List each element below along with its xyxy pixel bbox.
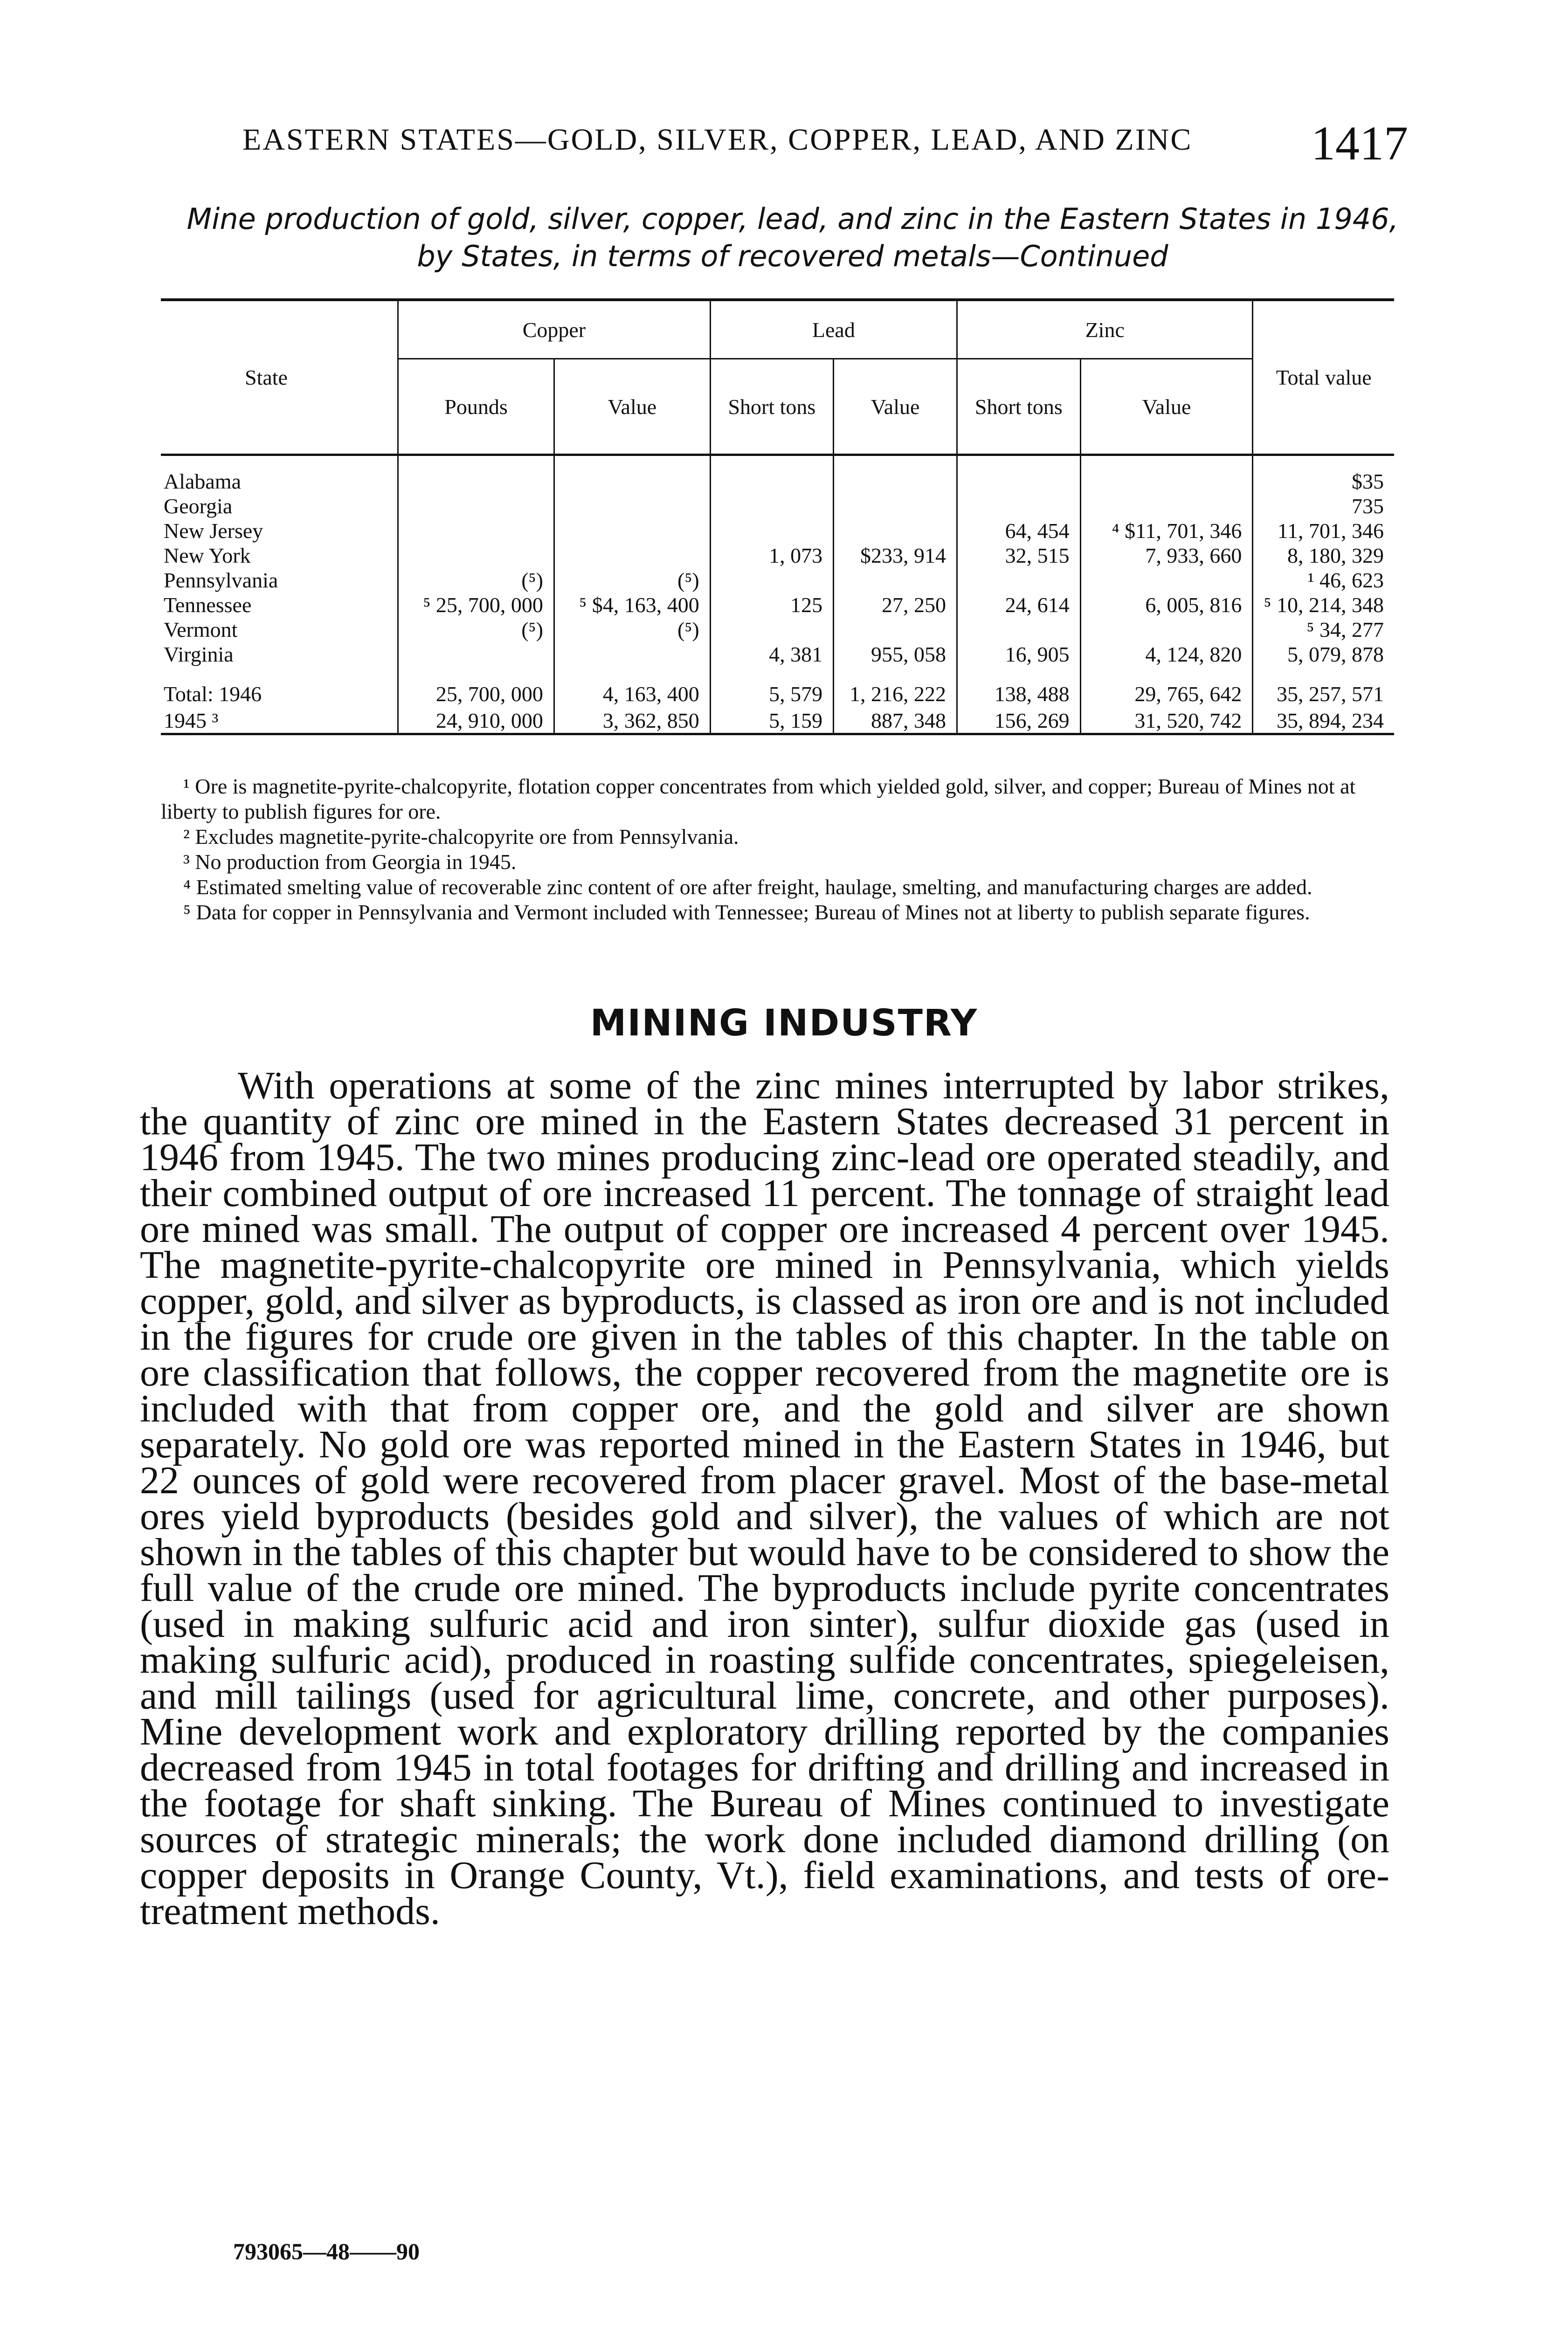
cell-zn-tons: 24, 614 [957,593,1081,617]
running-head [242,117,1408,170]
cell-cu-val: 4, 163, 400 [554,680,710,706]
cell-pb-val: 887, 348 [834,706,957,734]
footnote: ³ No production from Georgia in 1945. [183,850,517,874]
cell-zn-val: 29, 765, 642 [1080,680,1253,706]
table-row [161,593,1394,617]
cell-cu-lbs [398,518,554,543]
header-zinc-short-tons: Short tons [957,359,1081,455]
cell-total: 8, 180, 329 [1253,543,1394,568]
cell-pb-val [834,518,957,543]
cell-state: Vermont [164,618,238,641]
cell-pb-val: 955, 058 [834,642,957,667]
header-lead-short-tons: Short tons [710,359,833,455]
table-row [161,469,1394,494]
cell-cu-lbs: 24, 910, 000 [398,706,554,734]
table-row [161,642,1394,667]
cell-cu-lbs [398,642,554,667]
table-row [161,617,1394,642]
cell-pb-val [834,469,957,494]
cell-cu-lbs [398,469,554,494]
cell-total: 35, 894, 234 [1253,706,1394,734]
header-lead-value: Value [834,359,957,455]
cell-cu-val: (⁵) [554,617,710,642]
header-zinc-value: Value [1080,359,1253,455]
header-zinc: Zinc [957,300,1253,359]
cell-pb-val: 1, 216, 222 [834,680,957,706]
header-copper-pounds: Pounds [398,359,554,455]
page-number: 1417 [1311,117,1408,170]
production-table [161,298,1394,735]
cell-state: Georgia [164,494,233,518]
cell-pb-tons [710,617,833,642]
cell-state: New Jersey [164,519,263,543]
cell-zn-val: 4, 124, 820 [1080,642,1253,667]
cell-total: 5, 079, 878 [1253,642,1394,667]
cell-cu-val [554,518,710,543]
header-state: State [161,300,398,455]
cell-cu-lbs: 25, 700, 000 [398,680,554,706]
header-lead: Lead [710,300,957,359]
cell-zn-val [1080,617,1253,642]
cell-cu-lbs [398,543,554,568]
cell-zn-val: ⁴ $11, 701, 346 [1080,518,1253,543]
cell-pb-tons [710,494,833,518]
cell-state: 1945 ³ [161,706,398,734]
table-row [161,543,1394,568]
cell-pb-tons [710,518,833,543]
section-title: MINING INDUSTRY [590,1002,978,1044]
cell-zn-val [1080,494,1253,518]
cell-pb-tons: 5, 579 [710,680,833,706]
cell-zn-tons: 32, 515 [957,543,1081,568]
table-row [161,518,1394,543]
cell-cu-val: ⁵ $4, 163, 400 [554,593,710,617]
table-caption: Mine production of gold, silver, copper, lead, and zinc in the Eastern States in 1946, by States, in terms of recovered metals—Continued [187,202,1399,273]
cell-cu-lbs [398,494,554,518]
cell-pb-tons: 125 [710,593,833,617]
cell-cu-lbs: (⁵) [398,617,554,642]
cell-state: Pennsylvania [164,568,278,592]
cell-total: 35, 257, 571 [1253,680,1394,706]
cell-cu-val: 3, 362, 850 [554,706,710,734]
footnote: ² Excludes magnetite-pyrite-chalcopyrite ore from Pennsylvania. [183,825,739,848]
cell-state: New York [164,544,251,567]
cell-zn-val: 6, 005, 816 [1080,593,1253,617]
cell-total: ¹ 46, 623 [1253,568,1394,593]
cell-zn-val [1080,568,1253,593]
cell-state: Tennessee [164,593,252,617]
table-row [161,494,1394,518]
header-copper-value: Value [554,359,710,455]
cell-pb-tons: 4, 381 [710,642,833,667]
cell-zn-tons: 156, 269 [957,706,1081,734]
header-copper: Copper [398,300,711,359]
footnotes [161,774,1394,925]
cell-cu-val [554,494,710,518]
footnote: ¹ Ore is magnetite-pyrite-chalcopyrite, flotation copper concentrates from which yielded gold, silver, and copper; Bureau of Mines not at liberty to publish figures for ore. [161,774,1356,823]
cell-cu-val [554,642,710,667]
cell-cu-val: (⁵) [554,568,710,593]
cell-zn-val: 7, 933, 660 [1080,543,1253,568]
cell-zn-tons [957,494,1081,518]
cell-state: Alabama [164,469,242,493]
running-title: EASTERN STATES—GOLD, SILVER, COPPER, LEAD, AND ZINC [242,123,1193,157]
cell-pb-tons: 5, 159 [710,706,833,734]
cell-zn-val: 31, 520, 742 [1080,706,1253,734]
table-row [161,568,1394,593]
total-row [161,680,1394,706]
cell-pb-val: 27, 250 [834,593,957,617]
cell-zn-tons: 138, 488 [957,680,1081,706]
cell-pb-val: $233, 914 [834,543,957,568]
cell-state: Total: 1946 [164,682,262,706]
cell-pb-tons [710,469,833,494]
cell-cu-val [554,543,710,568]
cell-pb-val [834,617,957,642]
cell-state: Virginia [164,642,234,666]
footnote: ⁵ Data for copper in Pennsylvania and Vermont included with Tennessee; Bureau of Mines not at liberty to publish separate figures. [183,900,1310,924]
cell-pb-tons: 1, 073 [710,543,833,568]
cell-cu-lbs: (⁵) [398,568,554,593]
cell-total: $35 [1253,469,1394,494]
cell-zn-tons: 64, 454 [957,518,1081,543]
total-row [161,706,1394,734]
cell-zn-tons [957,617,1081,642]
cell-total: 11, 701, 346 [1253,518,1394,543]
footnote: ⁴ Estimated smelting value of recoverable zinc content of ore after freight, haulage, smelting, and manufacturing charges are added. [183,875,1312,899]
cell-zn-tons: 16, 905 [957,642,1081,667]
cell-zn-tons [957,568,1081,593]
cell-pb-tons [710,568,833,593]
cell-pb-val [834,494,957,518]
header-total-value: Total value [1253,300,1394,455]
cell-total: ⁵ 34, 277 [1253,617,1394,642]
cell-cu-lbs: ⁵ 25, 700, 000 [398,593,554,617]
cell-zn-tons [957,469,1081,494]
cell-pb-val [834,568,957,593]
cell-total: 735 [1253,494,1394,518]
print-imprint: 793065—48——90 [233,2238,420,2264]
body-paragraph: With operations at some of the zinc mines interrupted by labor strikes, the quantity of zinc ore mined in the Eastern States decreased 31 percent in 1946 from 1945. The two mines producing zinc-lead ore operated steadily, and their combined output of ore increased 11 percent. The tonnage of straight lead ore mined was small. The output of copper ore increased 4 percent over 1945. The magnetite-pyrite-chalcopyrite ore mined in Pennsylvania, which yields copper, gold, and silver as byproducts, is classed as iron ore and is not included in the figures for crude ore given in the tables of this chapter. In the table on ore classification that follows, the copper recovered from the magnetite ore is included with that from copper ore, and the gold and silver are shown separately. No gold ore was reported mined in the Eastern States in 1946, but 22 ounces of gold were recovered from placer gravel. Most of the base-metal ores yield byproducts (besides gold and silver), the values of which are not shown in the tables of this chapter but would have to be considered to show the full value of the crude ore mined. The byproducts include pyrite concentrates (used in making sulfuric acid and iron sinter), sulfur dioxide gas (used in making sulfuric acid), produced in roasting sulfide concentrates, spiegeleisen, and mill tailings (used for agricultural lime, concrete, and other purposes). Mine development work and exploratory drilling reported by the companies decreased from 1945 in total footages for drifting and drilling and increased in the footage for shaft sinking. The Bureau of Mines continued to investigate sources of strategic minerals; the work done included diamond drilling (on copper deposits in Orange County, Vt.), field examinations, and tests of ore-treatment methods. [140,1064,1389,1933]
cell-total: ⁵ 10, 214, 348 [1253,593,1394,617]
cell-cu-val [554,469,710,494]
cell-zn-val [1080,469,1253,494]
